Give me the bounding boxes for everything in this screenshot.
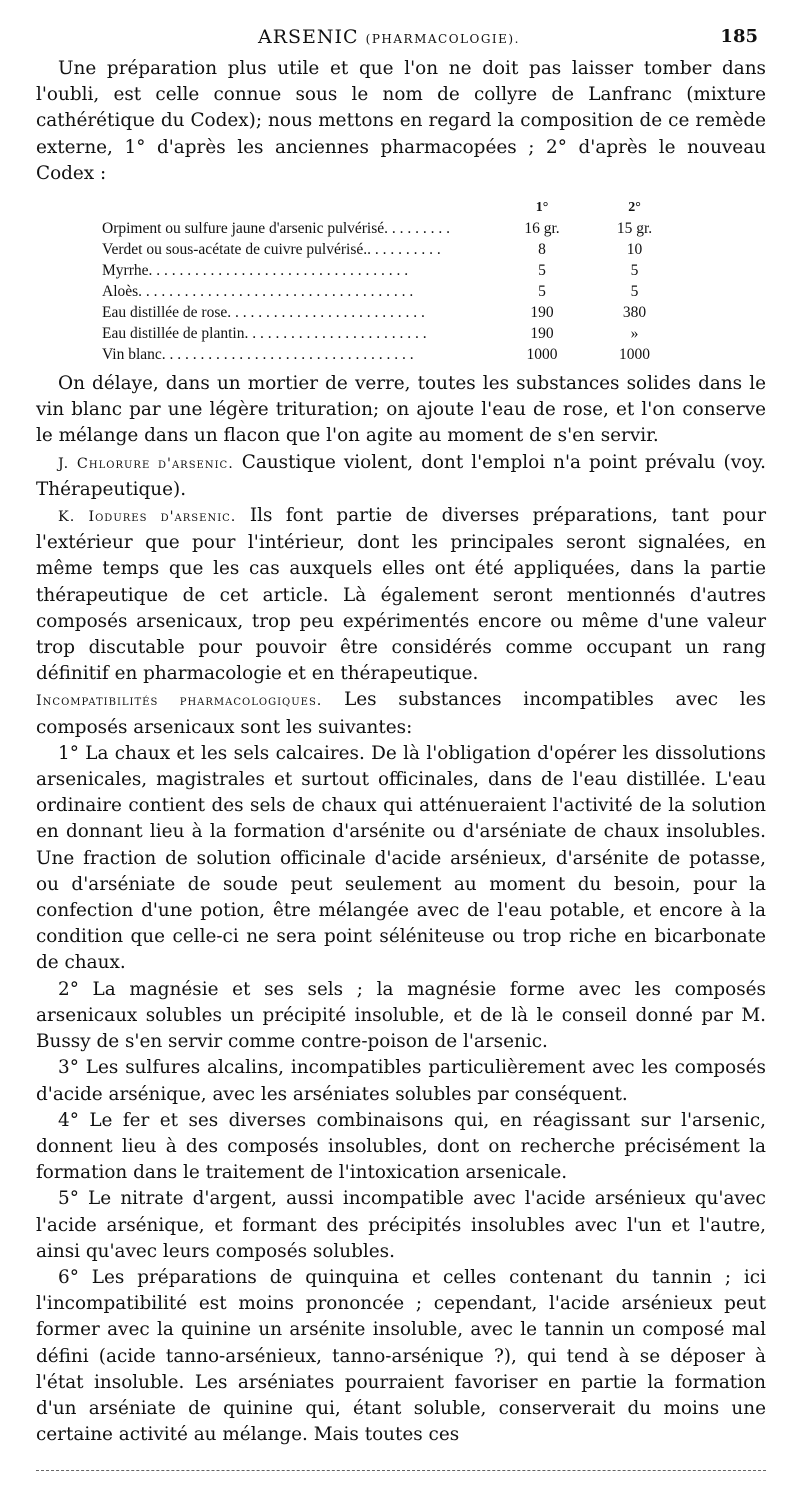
section-j-text: Caustique violent, dont l'emploi n'a point prévalu (voy. Thérapeutique). xyxy=(36,451,766,500)
incompatibilities-label: Incompatibilités pharmacologiques. xyxy=(36,693,323,710)
list-item: 1° La chaux et les sels calcaires. De là l'obligation d'opérer les dissolutions arsenicales, magistrales et surtout officinales, dans de l'eau distillée. L'eau ordinaire contient des sels de chaux qui atténueraient l'activité de la solution en donnant lieu à la formation d'arsénite ou d'arséniate de chaux insolubles. Une fraction de solution officinale d'acide arsénieux, d'arsénite de potasse, ou d'arséniate de soude peut seulement au moment du besoin, pour la confection d'une potion, être mélangée avec de l'eau potable, et encore à la condition que celle-ci ne sera point séléniteuse ou trop riche en bicarbonate de chaux. xyxy=(36,742,766,974)
amount-old: 1000 xyxy=(526,346,558,364)
ingredient-name: Vin blanc. . . . . . . . . . . . . . . . . . . . . . . . . . . . . . . . . xyxy=(102,346,414,364)
page-number: 185 xyxy=(720,26,758,47)
amount-new: 1000 xyxy=(619,346,650,364)
running-title-sub: (PHARMACOLOGIE). xyxy=(365,32,520,46)
amount-old: 8 xyxy=(538,241,546,259)
list-item: 5° Le nitrate d'argent, aussi incompatible avec l'acide arsénieux qu'avec l'acide arsénique, et formant des précipités insolubles avec l'un et l'autre, ainsi qu'avec leurs composés solubles. xyxy=(36,1188,766,1262)
list-item: 6° Les préparations de quinquina et celles contenant du tannin ; ici l'incompatibilité est moins prononcée ; cependant, l'acide arsénieux peut former avec la quinine un arsénite insoluble, avec le tannin un composé mal défini (acide tanno-arsénieux, tanno-arsénique ?), qui tend à se déposer à l'état insoluble. Les arséniates pourraient favoriser en partie la formation d'un arséniate de quinine qui, étant soluble, conserverait du moins une certaine activité au mélange. Mais toutes ces xyxy=(36,1266,766,1446)
amount-new: 380 xyxy=(622,304,647,322)
amount-new: 15 gr. xyxy=(616,220,653,238)
running-title xyxy=(258,26,520,48)
table-header xyxy=(102,197,692,218)
incompatibilities-intro xyxy=(36,687,766,740)
table-row xyxy=(102,323,692,344)
amount-old: 5 xyxy=(538,262,546,280)
incompatibilities-text: Les substances incompatibles avec les composés arsenicaux sont les suivantes: xyxy=(36,689,766,738)
section-k xyxy=(36,503,766,687)
table-row xyxy=(102,344,692,365)
section-j-label: J. Chlorure d'arsenic. xyxy=(58,455,234,472)
table-row xyxy=(102,218,692,239)
amount-old: 5 xyxy=(538,283,546,301)
table-row xyxy=(102,302,692,323)
preparation-paragraph: On délaye, dans un mortier de verre, toutes les substances solides dans le vin blanc par une légère trituration; on ajoute l'eau de rose, et l'on conserve le mélange dans un flacon que l'on agite au moment de s'en servir. xyxy=(36,373,766,447)
running-header xyxy=(36,26,766,56)
table-row xyxy=(102,260,692,281)
amount-new: 5 xyxy=(630,283,639,301)
table-row xyxy=(102,239,692,260)
list-item: 4° Le fer et ses diverses combinaisons qui, en réagissant sur l'arsenic, donnent lieu à des composés insolubles, dont on recherche précisément la formation dans le traitement de l'intoxication arsenicale. xyxy=(36,1109,766,1184)
page xyxy=(36,26,766,1448)
section-j xyxy=(36,450,766,503)
amount-old: 190 xyxy=(530,304,554,322)
column-header-1: 1° xyxy=(535,200,549,216)
recipe-table xyxy=(102,197,692,365)
list-item: 2° La magnésie et ses sels ; la magnésie forme avec les composés arsenicaux solubles un précipité insoluble, et de là le conseil donné par M. Bussy de s'en servir comme contre-poison de l'arsenic. xyxy=(36,978,766,1053)
footer-rule xyxy=(36,1470,766,1471)
section-k-label: K. Iodures d'arsenic. xyxy=(58,509,237,526)
ingredient-name: Aloès. . . . . . . . . . . . . . . . . . . . . . . . . . . . . . . . . . . . xyxy=(102,283,414,301)
amount-new: 10 xyxy=(626,241,643,259)
section-k-text: Ils font partie de diverses préparations, tant pour l'extérieur que pour l'intérieur, dont les principales seront signalées, en même temps que les cas auxquels elles ont été appliquées, dans la partie thérapeutique de cet article. Là également seront mentionnés d'autres composés arsenicaux, trop peu expérimentés encore ou même d'une valeur trop discutable pour pouvoir être considérés comme occupant un rang définitif en pharmacologie et en thérapeutique. xyxy=(36,505,766,685)
ingredient-name: Myrrhe. . . . . . . . . . . . . . . . . . . . . . . . . . . . . . . . . . xyxy=(102,262,409,280)
list-item: 3° Les sulfures alcalins, incompatibles particulièrement avec les composés d'acide arsénique, avec les arséniates solubles par conséquent. xyxy=(36,1057,766,1105)
intro-paragraph: Une préparation plus utile et que l'on ne doit pas laisser tomber dans l'oubli, est celle connue sous le nom de collyre de Lanfranc (mixture cathérétique du Codex); nous mettons en regard la composition de ce remède externe, 1° d'après les anciennes pharmacopées ; 2° d'après le nouveau Codex : xyxy=(36,58,766,184)
ingredient-name: Verdet ou sous-acétate de cuivre pulvérisé.. . . . . . . . . . xyxy=(102,241,441,259)
amount-new: 5 xyxy=(630,262,639,280)
amount-old: 190 xyxy=(530,325,554,343)
amount-old: 16 gr. xyxy=(524,220,560,238)
table-row xyxy=(102,281,692,302)
ingredient-name: Eau distillée de rose. . . . . . . . . . . . . . . . . . . . . . . . . . xyxy=(102,304,425,322)
amount-new: » xyxy=(630,325,639,343)
column-header-2: 2° xyxy=(628,200,641,216)
ingredient-name: Orpiment ou sulfure jaune d'arsenic pulvérisé. . . . . . . . . xyxy=(102,220,451,238)
running-title-main: ARSENIC xyxy=(258,26,359,48)
ingredient-name: Eau distillée de plantin. . . . . . . . . . . . . . . . . . . . . . . . xyxy=(102,325,427,343)
